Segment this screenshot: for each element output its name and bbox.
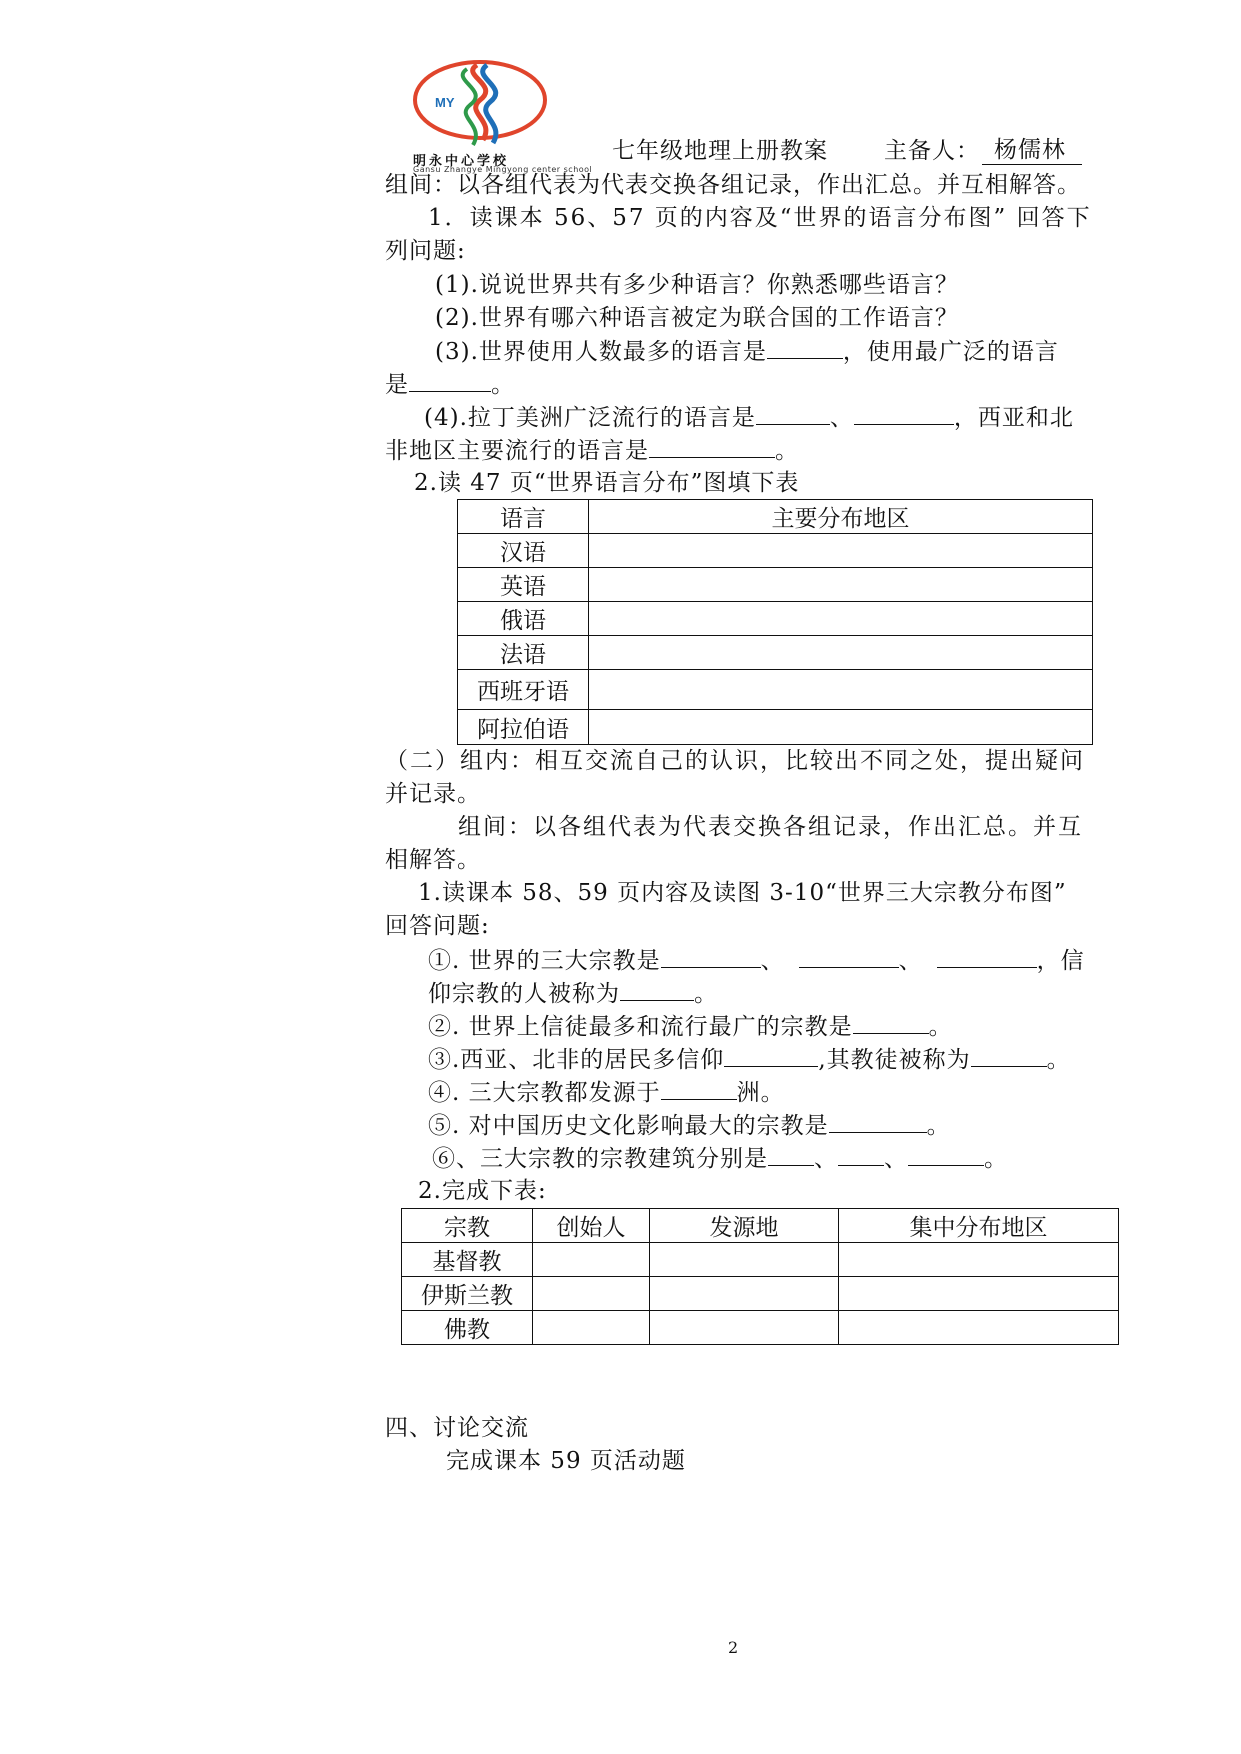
section-heading: 四、讨论交流 (385, 1415, 529, 1441)
text-line: 非地区主要流行的语言是 。 (385, 435, 799, 466)
answer-blank[interactable] (971, 1044, 1047, 1067)
table-cell: 汉语 (458, 534, 589, 568)
table-cell-input[interactable] (839, 1243, 1119, 1277)
text-line: 1.读课本 58、59 页内容及读图 3-10“世界三大宗教分布图” (418, 880, 1067, 906)
table-header: 主要分布地区 (589, 500, 1093, 534)
language-table (457, 499, 1093, 745)
religion-table (401, 1208, 1119, 1345)
text-line: 1．读课本 56、57 页的内容及“世界的语言分布图” 回答下 (428, 205, 1092, 231)
text-line: 组间：以各组代表为代表交换各组记录，作出汇总。并互相解答。 (385, 172, 1081, 198)
answer-blank[interactable] (620, 978, 694, 1001)
text-line: 是 。 (385, 369, 515, 400)
table-cell: 西班牙语 (458, 670, 589, 710)
answer-blank[interactable] (908, 1143, 984, 1166)
table-cell-input[interactable] (589, 636, 1093, 670)
text-line: ①. 世界的三大宗教是 、 、 ，信 (428, 945, 1085, 976)
table-cell-input[interactable] (589, 568, 1093, 602)
text-line: (2).世界有哪六种语言被定为联合国的工作语言？ (435, 305, 959, 331)
logo-letters: MY (435, 95, 455, 110)
table-cell: 伊斯兰教 (402, 1277, 533, 1311)
table-cell-input[interactable] (650, 1243, 839, 1277)
answer-blank[interactable] (661, 945, 761, 968)
table-cell-input[interactable] (533, 1243, 650, 1277)
table-cell: 英语 (458, 568, 589, 602)
text-line: ⑤. 对中国历史文化影响最大的宗教是 。 (428, 1110, 951, 1141)
text-line: 仰宗教的人被称为 。 (428, 978, 718, 1009)
table-cell: 基督教 (402, 1243, 533, 1277)
table-header: 语言 (458, 500, 589, 534)
text-line: ⑥、三大宗教的宗教建筑分别是 、 、 。 (432, 1143, 1008, 1174)
text-line: 并记录。 (385, 781, 481, 807)
author-label: 主备人： (884, 138, 980, 164)
answer-blank[interactable] (767, 336, 843, 359)
table-cell: 阿拉伯语 (458, 710, 589, 745)
table-header: 发源地 (650, 1209, 839, 1243)
text-line: ②. 世界上信徒最多和流行最广的宗教是 。 (428, 1011, 953, 1042)
answer-blank[interactable] (768, 1143, 814, 1166)
table-header: 创始人 (533, 1209, 650, 1243)
text-line: 回答问题: (385, 913, 490, 939)
table-cell-input[interactable] (589, 534, 1093, 568)
table-cell-input[interactable] (533, 1277, 650, 1311)
table-cell: 佛教 (402, 1311, 533, 1345)
text-line: ③.西亚、北非的居民多信仰 ,其教徒被称为 。 (428, 1044, 1071, 1075)
answer-blank[interactable] (756, 402, 830, 425)
answer-blank[interactable] (838, 1143, 884, 1166)
answer-blank[interactable] (409, 369, 491, 392)
answer-blank[interactable] (799, 945, 899, 968)
school-subtitle: Gansu Zhangye Mingyong center school (413, 165, 593, 174)
text-line: (4).拉丁美洲广泛流行的语言是 、 ，西亚和北 (424, 402, 1074, 433)
table-cell-input[interactable] (533, 1311, 650, 1345)
table-cell: 法语 (458, 636, 589, 670)
text-line: ④. 三大宗教都发源于 洲。 (428, 1077, 785, 1108)
answer-blank[interactable] (937, 945, 1037, 968)
table-cell-input[interactable] (839, 1311, 1119, 1345)
table-cell-input[interactable] (839, 1277, 1119, 1311)
author-name: 杨儒林 (982, 136, 1082, 165)
text-line: 组间：以各组代表为代表交换各组记录，作出汇总。并互 (458, 814, 1083, 840)
text-line: (3).世界使用人数最多的语言是 ，使用最广泛的语言 (435, 336, 1059, 367)
table-cell-input[interactable] (589, 602, 1093, 636)
table-header: 集中分布地区 (839, 1209, 1119, 1243)
text-line: 完成课本 59 页活动题 (446, 1448, 686, 1474)
answer-blank[interactable] (649, 435, 775, 458)
table-cell: 俄语 (458, 602, 589, 636)
table-cell-input[interactable] (589, 710, 1093, 745)
course-title: 七年级地理上册教案 (612, 138, 828, 164)
table-cell-input[interactable] (650, 1311, 839, 1345)
text-line: 2.读 47 页“世界语言分布”图填下表 (414, 470, 800, 496)
text-line: 相解答。 (385, 847, 481, 873)
school-name: 明永中心学校 (413, 154, 510, 169)
answer-blank[interactable] (661, 1077, 737, 1100)
text-line: (1).说说世界共有多少种语言？你熟悉哪些语言？ (435, 272, 959, 298)
answer-blank[interactable] (829, 1110, 927, 1133)
answer-blank[interactable] (724, 1044, 818, 1067)
text-line: 2.完成下表: (418, 1178, 547, 1204)
answer-blank[interactable] (853, 1011, 929, 1034)
text-line: 列问题: (385, 238, 466, 264)
page-number: 2 (728, 1638, 739, 1657)
table-cell-input[interactable] (589, 670, 1093, 710)
table-cell-input[interactable] (650, 1277, 839, 1311)
text-line: （二）组内：相互交流自己的认识，比较出不同之处，提出疑问 (385, 748, 1085, 774)
answer-blank[interactable] (854, 402, 954, 425)
table-header: 宗教 (402, 1209, 533, 1243)
